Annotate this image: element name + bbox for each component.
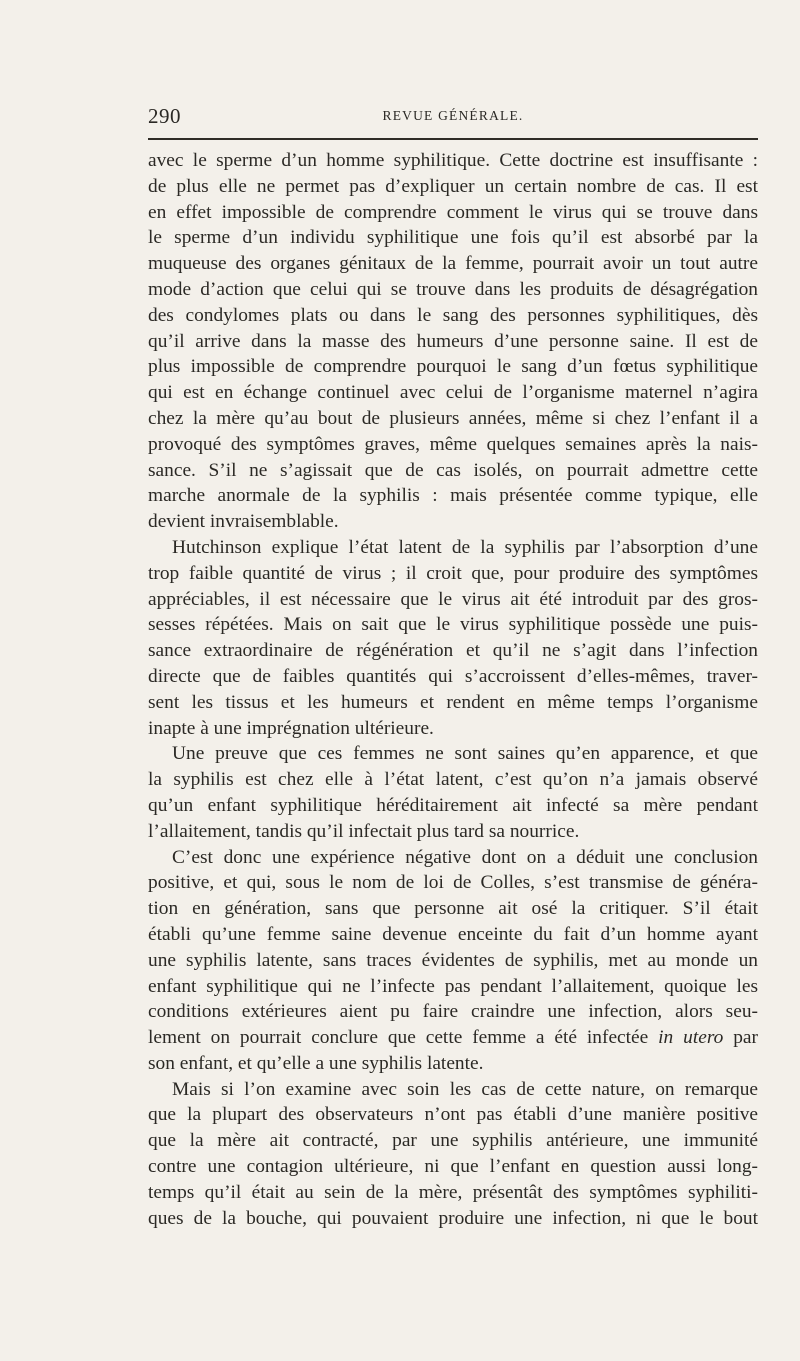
- text-line: tion en génération, sans que personne ait osé la critiquer. S’il était: [148, 898, 758, 920]
- text-line: plus impossible de comprendre pourquoi le sang d’un fœtus syphilitique: [148, 356, 758, 378]
- text-line: devient invraisemblable.: [148, 511, 339, 533]
- text-line: conditions extérieures aient pu faire craindre une infection, alors seu-: [148, 1001, 758, 1023]
- text-line: qu’il arrive dans la masse des humeurs d’une personne saine. Il est de: [148, 330, 758, 352]
- text-line: qu’un enfant syphilitique héréditairement ait infecté sa mère pendant: [148, 794, 758, 816]
- text-line: Une preuve que ces femmes ne sont saines qu’en apparence, et que: [172, 743, 758, 765]
- text-line: sance. S’il ne s’agissait que de cas isolés, on pourrait admettre cette: [148, 459, 758, 481]
- text-line: sent les tissus et les humeurs et rendent en même temps l’organisme: [148, 691, 758, 713]
- text-line: C’est donc une expérience négative dont on a déduit une conclusion: [172, 846, 758, 868]
- text-line: que la plupart des observateurs n’ont pas établi d’une manière positive: [148, 1104, 758, 1126]
- text-line: mode d’action que celui qui se trouve dans les produits de désagrégation: [148, 278, 758, 300]
- text-line: appréciables, il est nécessaire que le virus ait été introduit par des gros-: [148, 588, 758, 610]
- text-line: une syphilis latente, sans traces évidentes de syphilis, met au monde un: [148, 949, 758, 971]
- text-line: la syphilis est chez elle à l’état latent, c’est qu’on n’a jamais observé: [148, 769, 758, 791]
- text-line: Mais si l’on examine avec soin les cas de cette nature, on remarque: [172, 1078, 758, 1100]
- text-line: le sperme d’un individu syphilitique une fois qu’il est absorbé par la: [148, 227, 758, 249]
- text-line: de plus elle ne permet pas d’expliquer un certain nombre de cas. Il est: [148, 175, 758, 197]
- header-rule: [148, 138, 758, 140]
- text-line: établi qu’une femme saine devenue enceinte du fait d’un homme ayant: [148, 923, 758, 945]
- text-line: directe que de faibles quantités qui s’accroissent d’elles-mêmes, traver-: [148, 665, 758, 687]
- text-line: avec le sperme d’un homme syphilitique. Cette doctrine est insuffisante :: [148, 150, 758, 171]
- text-line: sance extraordinaire de régénération et qu’il ne s’agit dans l’infection: [148, 640, 758, 662]
- text-line: qui est en échange continuel avec celui de l’organisme maternel n’agira: [148, 382, 758, 404]
- page-number: 290: [148, 104, 181, 128]
- body-text: [148, 148, 758, 1231]
- text-line: trop faible quantité de virus ; il croit que, pour produire des symptômes: [148, 562, 758, 584]
- text-line: en effet impossible de comprendre comment le virus qui se trouve dans: [148, 201, 758, 223]
- text-line: l’allaitement, tandis qu’il infectait plus tard sa nourrice.: [148, 820, 580, 842]
- italic-phrase: in utero: [658, 1027, 724, 1049]
- text-line: enfant syphilitique qui ne l’infecte pas pendant l’allaitement, quoique les: [148, 975, 758, 997]
- running-head: REVUE GÉNÉRALE.: [382, 108, 524, 123]
- text-line: Hutchinson explique l’état latent de la syphilis par l’absorption d’une: [172, 536, 758, 558]
- text-line: ques de la bouche, qui pouvaient produire une infection, ni que le bout: [148, 1207, 758, 1229]
- text-line: chez la mère qu’au bout de plusieurs années, même si chez l’enfant il a: [148, 407, 758, 429]
- text-line: muqueuse des organes génitaux de la femme, pourrait avoir un tout autre: [148, 253, 758, 275]
- text-line: des condylomes plats ou dans le sang des personnes syphilitiques, dès: [148, 304, 758, 326]
- text-line: marche anormale de la syphilis : mais présentée comme typique, elle: [148, 485, 758, 507]
- text-line: lement on pourrait conclure que cette femme a été infectée in utero par: [148, 1027, 758, 1049]
- text-line: son enfant, et qu’elle a une syphilis latente.: [148, 1052, 484, 1074]
- text-line: inapte à une imprégnation ultérieure.: [148, 717, 434, 739]
- text-line: positive, et qui, sous le nom de loi de Colles, s’est transmise de généra-: [148, 872, 758, 894]
- text-line: provoqué des symptômes graves, même quelques semaines après la nais-: [148, 433, 758, 455]
- text-line: contre une contagion ultérieure, ni que l’enfant en question aussi long-: [148, 1156, 758, 1178]
- text-line: que la mère ait contracté, par une syphilis antérieure, une immunité: [148, 1130, 758, 1152]
- page-header: [148, 104, 758, 130]
- text-line: sesses répétées. Mais on sait que le virus syphilitique possède une puis-: [148, 614, 758, 636]
- text-line: temps qu’il était au sein de la mère, présentât des symptômes syphiliti-: [148, 1181, 758, 1203]
